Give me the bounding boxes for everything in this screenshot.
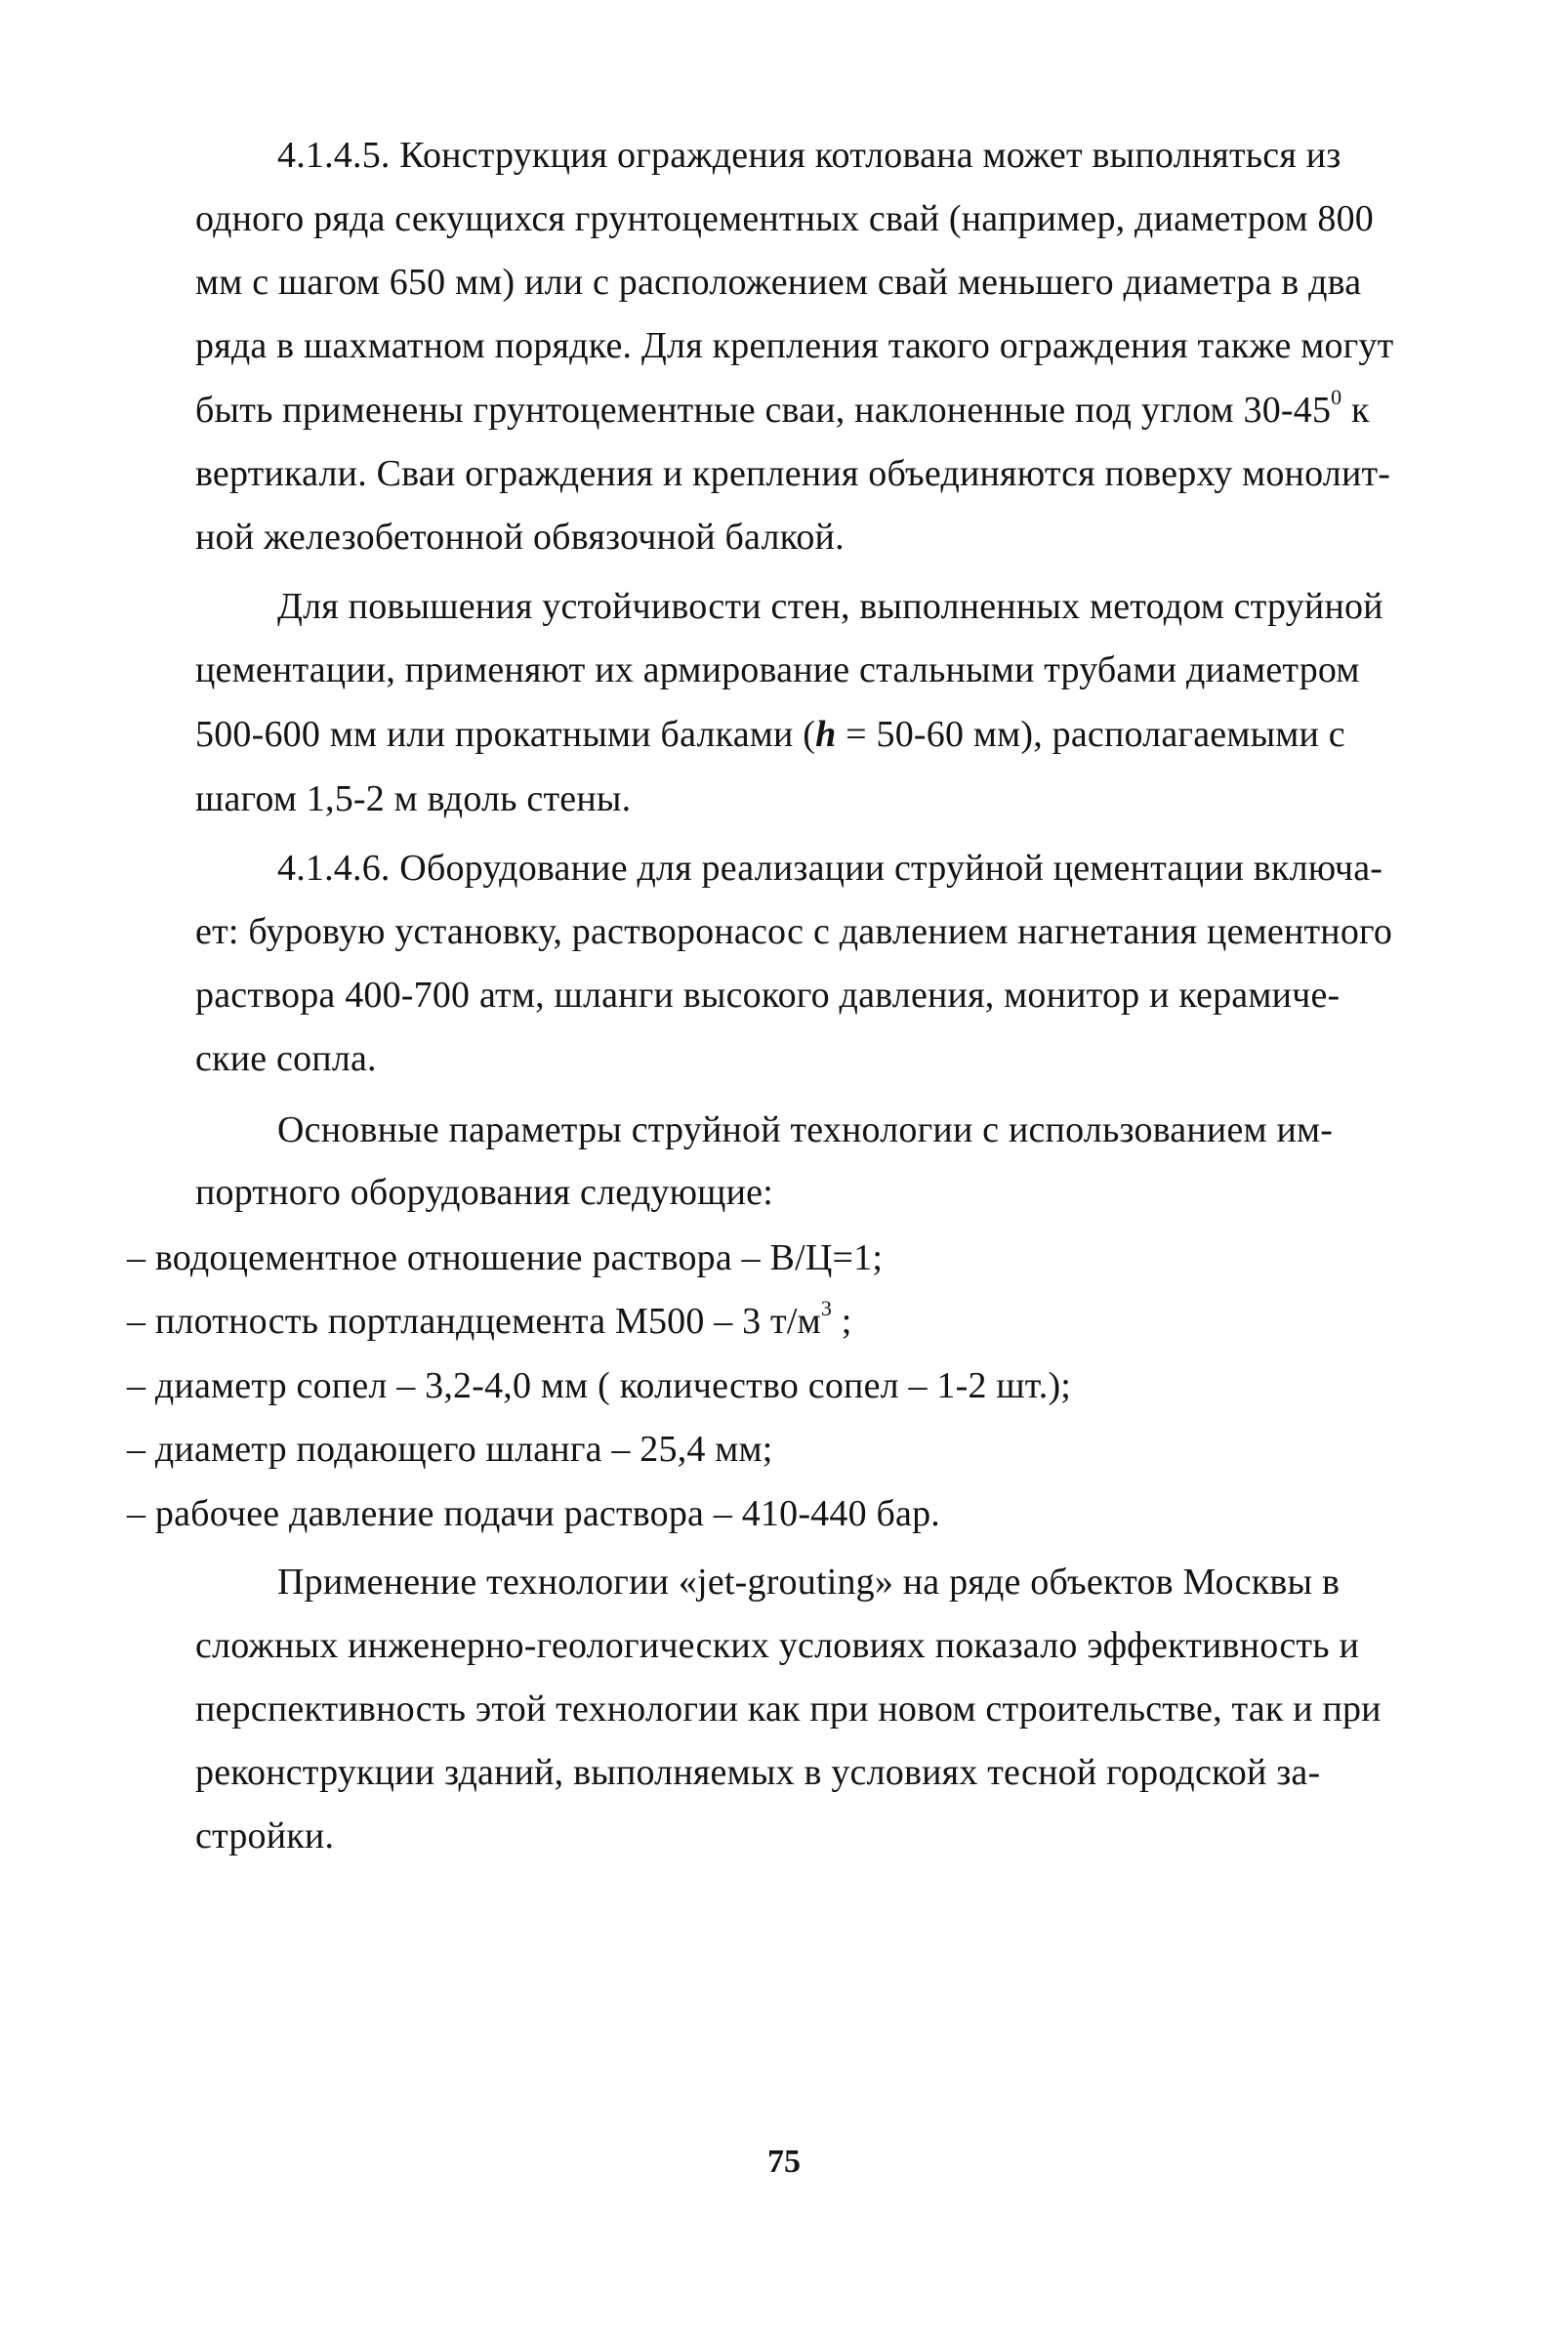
angle-text-after: к bbox=[1341, 390, 1370, 431]
density-text-after: ; bbox=[832, 1301, 852, 1342]
paragraph-conclusion-line-3: перспективность этой технологии как при новом строительстве, так и при bbox=[195, 1689, 1382, 1730]
paragraph-4-1-4-5-line-7: ной железобетонной обвязочной балкой. bbox=[195, 517, 845, 558]
paragraph-4-1-4-5-line-4: ряда в шахматном порядке. Для крепления такого ограждения также могут bbox=[195, 325, 1394, 366]
param-item: – диаметр подающего шланга – 25,4 мм; bbox=[127, 1429, 773, 1470]
paragraph-reinforcement-line-1: Для повышения устойчивости стен, выполненных методом струйной bbox=[277, 586, 1383, 627]
paragraph-reinforcement-line-2: цементации, применяют их армирование стальными трубами диаметром bbox=[195, 649, 1360, 690]
paragraph-conclusion-line-2: сложных инженерно-геологических условиях показало эффективность и bbox=[195, 1625, 1360, 1666]
reinforcement-text-after: = 50-60 мм), располагаемыми с bbox=[836, 714, 1345, 755]
param-item: – водоцементное отношение раствора – В/Ц=1; bbox=[127, 1237, 884, 1278]
paragraph-reinforcement-line-4: шагом 1,5-2 м вдоль стены. bbox=[195, 778, 632, 819]
paragraph-4-1-4-6-line-2: ет: буровую установку, растворонасос с давлением нагнетания цементного bbox=[195, 911, 1393, 952]
density-text: – плотность портландцемента М500 – 3 т/м bbox=[127, 1301, 821, 1342]
paragraph-conclusion-line-4: реконструкции зданий, выполняемых в условиях тесной городской за- bbox=[195, 1752, 1321, 1793]
paragraph-4-1-4-5-line-3: мм с шагом 650 мм) или с расположением свай меньшего диаметра в два bbox=[195, 262, 1362, 303]
paragraph-params-line-2: портного оборудования следующие: bbox=[195, 1172, 773, 1213]
param-item: – рабочее давление подачи раствора – 410-440 бар. bbox=[127, 1493, 940, 1534]
param-item: – диаметр сопел – 3,2-4,0 мм ( количество сопел – 1-2 шт.); bbox=[127, 1365, 1072, 1406]
cubic-superscript: 3 bbox=[820, 1296, 833, 1320]
param-item bbox=[127, 1296, 852, 1344]
paragraph-params-line-1: Основные параметры струйной технологии с использованием им- bbox=[277, 1109, 1334, 1150]
paragraph-4-1-4-6-line-3: раствора 400-700 атм, шланги высокого давления, монитор и керамиче- bbox=[195, 975, 1341, 1016]
h-symbol: h bbox=[815, 714, 837, 755]
degree-superscript: 0 bbox=[1331, 385, 1342, 409]
paragraph-4-1-4-6-line-4: ские сопла. bbox=[195, 1038, 377, 1079]
paragraph-reinforcement-line-3 bbox=[195, 712, 1345, 757]
paragraph-4-1-4-5-line-2: одного ряда секущихся грунтоцементных свай (например, диаметром 800 bbox=[195, 198, 1375, 239]
paragraph-4-1-4-5-line-5 bbox=[195, 385, 1370, 433]
paragraph-4-1-4-5-line-1: 4.1.4.5. Конструкция ограждения котлована может выполняться из bbox=[277, 135, 1341, 176]
paragraph-conclusion-line-5: стройки. bbox=[195, 1815, 335, 1856]
paragraph-4-1-4-5-line-6: вертикали. Сваи ограждения и крепления объединяются поверху монолит- bbox=[195, 453, 1391, 494]
paragraph-4-1-4-6-line-1: 4.1.4.6. Оборудование для реализации струйной цементации включа- bbox=[277, 848, 1383, 889]
reinforcement-text: 500-600 мм или прокатными балками ( bbox=[195, 714, 816, 755]
angle-text: быть применены грунтоцементные сваи, наклоненные под углом 30-45 bbox=[195, 390, 1332, 431]
page-number: 75 bbox=[767, 2144, 801, 2180]
paragraph-conclusion-line-1: Применение технологии «jet-grouting» на ряде объектов Москвы в bbox=[277, 1562, 1341, 1603]
